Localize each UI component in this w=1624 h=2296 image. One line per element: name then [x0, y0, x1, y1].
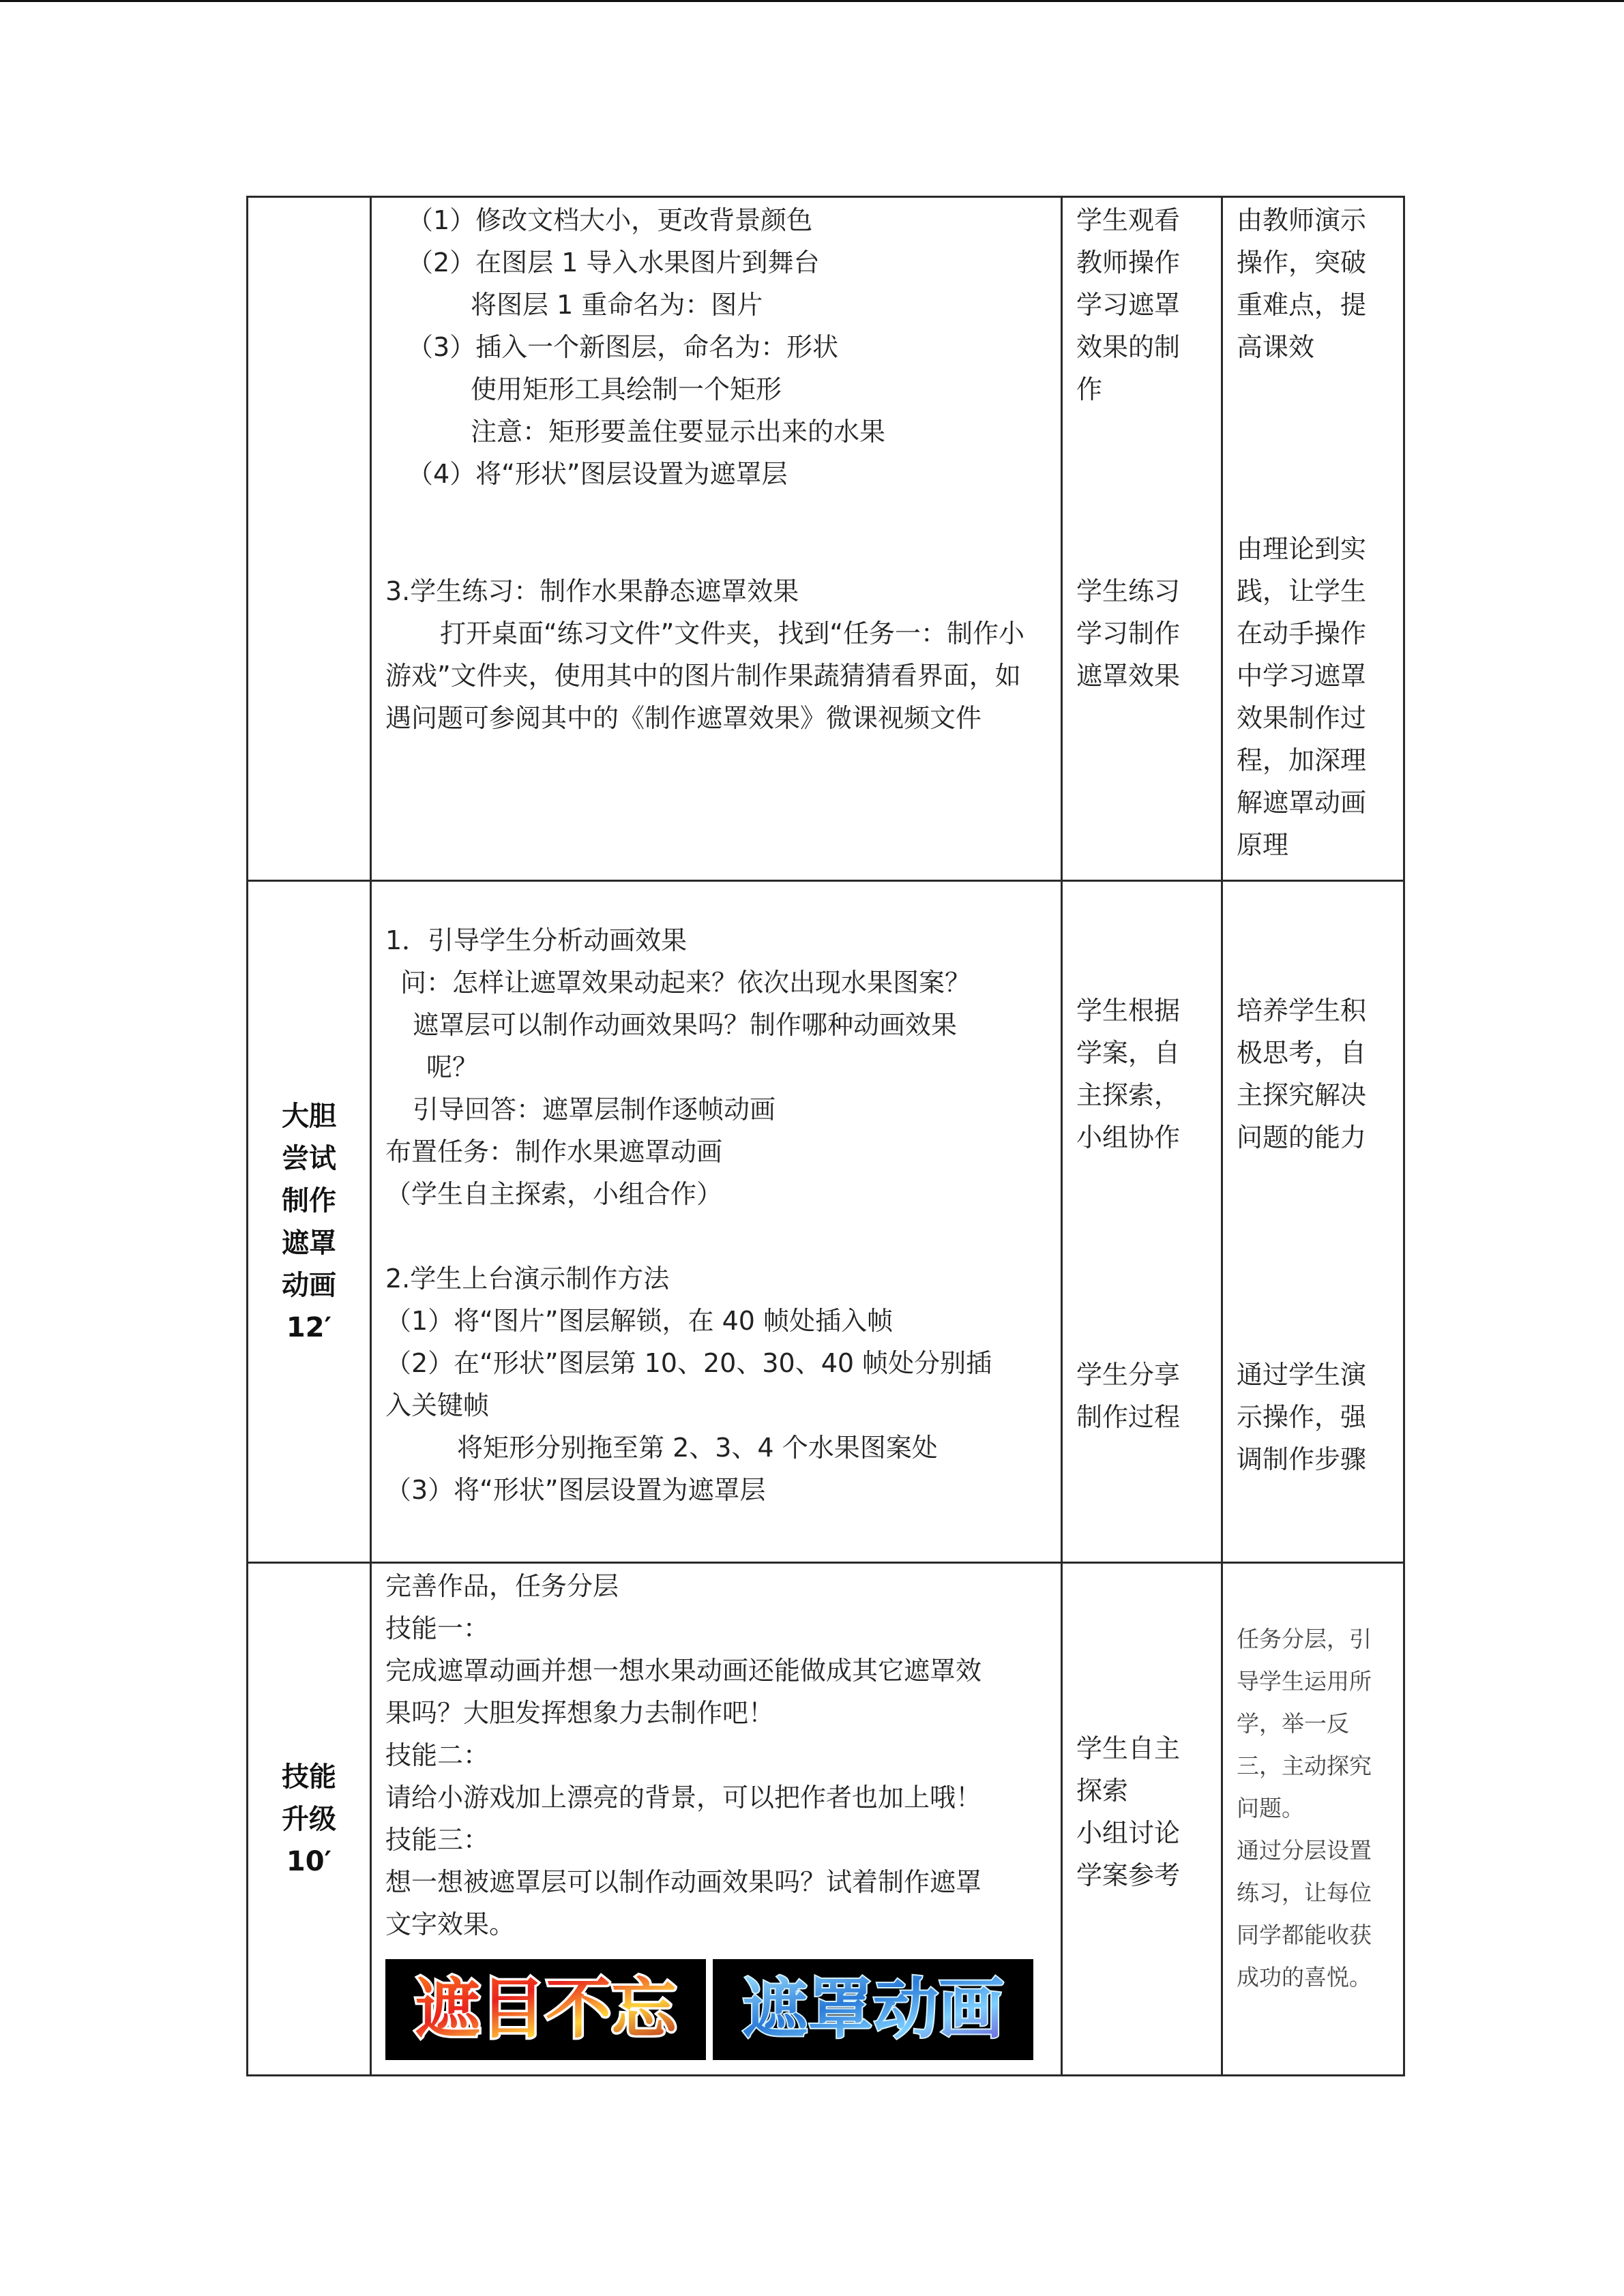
- stage-label: 遮罩: [282, 1227, 336, 1259]
- step-line: 问：怎样让遮罩效果动起来？依次出现水果图案？: [400, 968, 971, 998]
- step-line: （2）在图层 1 导入水果图片到舞台: [407, 248, 820, 278]
- intent-line: 成功的喜悦。: [1237, 1964, 1372, 1991]
- student-activity-cell: [1062, 1563, 1222, 2076]
- activity-line: 制作过程: [1076, 1402, 1181, 1432]
- process-cell: [371, 881, 1062, 1563]
- step-line: 果吗？大胆发挥想象力去制作吧！: [385, 1698, 775, 1728]
- stage-cell: [248, 881, 371, 1563]
- step-line: 引导回答：遮罩层制作逐帧动画: [413, 1094, 776, 1124]
- intent-line: 在动手操作: [1237, 618, 1367, 648]
- intent-line: 解遮罩动画: [1237, 788, 1367, 818]
- intent-line: 同学都能收获: [1237, 1922, 1372, 1948]
- step-line: （1）修改文档大小，更改背景颜色: [407, 205, 813, 235]
- intent-line: 练习，让每位: [1237, 1879, 1372, 1906]
- activity-line: 遮罩效果: [1076, 661, 1181, 691]
- page-top-border: [0, 0, 1624, 2]
- intent-line: 原理: [1237, 830, 1289, 860]
- intent-line: 践，让学生: [1237, 576, 1367, 606]
- practice-title: 3.学生练习：制作水果静态遮罩效果: [385, 576, 799, 606]
- activity-line: 主探索，: [1076, 1080, 1181, 1110]
- intent-line: 三，主动探究: [1237, 1753, 1372, 1779]
- intent-line: 由理论到实: [1237, 534, 1367, 564]
- step-line: 使用矩形工具绘制一个矩形: [471, 374, 782, 404]
- step-line: 想一想被遮罩层可以制作动画效果吗？试着制作遮罩: [385, 1867, 982, 1897]
- intent-line: 导学生运用所: [1237, 1668, 1372, 1695]
- step-line: （2）在“形状”图层第 10、20、30、40 帧处分别插: [385, 1348, 992, 1378]
- intent-line: 问题。: [1237, 1795, 1304, 1821]
- animation-text-graphic: [720, 1969, 1027, 2051]
- step-line: 呢？: [426, 1052, 479, 1082]
- step-line: 1．引导学生分析动画效果: [385, 925, 688, 955]
- step-line: （3）插入一个新图层，命名为：形状: [407, 332, 839, 362]
- step-line: 文字效果。: [385, 1909, 516, 1939]
- step-line: 布置任务：制作水果遮罩动画: [385, 1137, 723, 1167]
- stage-cell-empty: [248, 197, 371, 881]
- intent-line: 重难点，提: [1237, 290, 1367, 320]
- stage-label: 技能: [282, 1761, 336, 1793]
- intent-line: 效果制作过: [1237, 703, 1367, 733]
- intent-line: 高课效: [1237, 332, 1315, 362]
- intent-line: 问题的能力: [1237, 1122, 1367, 1152]
- intent-line: 极思考，自: [1237, 1038, 1367, 1068]
- activity-line: 学生练习: [1076, 576, 1181, 606]
- activity-line: 小组协作: [1076, 1122, 1181, 1152]
- step-line: 注意：矩形要盖住要显示出来的水果: [471, 417, 886, 447]
- step-line: 完成遮罩动画并想一想水果动画还能做成其它遮罩效: [385, 1656, 982, 1686]
- table-row: [248, 881, 1404, 1563]
- activity-line: 学案，自: [1076, 1038, 1181, 1068]
- stage-label: 升级: [282, 1803, 336, 1835]
- process-cell: [371, 197, 1062, 881]
- banner-right-text: 遮罩动画: [742, 1971, 1004, 2047]
- step-line: 技能一：: [385, 1613, 490, 1643]
- stage-duration: 12′: [286, 1311, 332, 1343]
- step-line: （4）将“形状”图层设置为遮罩层: [407, 459, 788, 489]
- step-line: 请给小游戏加上漂亮的背景，可以把作者也加上哦！: [385, 1783, 982, 1813]
- intent-line: 由教师演示: [1237, 205, 1367, 235]
- example-banners: [385, 1945, 1047, 2070]
- step-line: 将矩形分别拖至第 2、3、4 个水果图案处: [457, 1433, 938, 1463]
- intent-line: 示操作，强: [1237, 1402, 1367, 1432]
- stage-cell: [248, 1563, 371, 2076]
- stage-label: 大胆: [282, 1100, 336, 1132]
- fruit-mask-text-image: [385, 1959, 706, 2060]
- activity-line: 学案参考: [1076, 1860, 1181, 1890]
- lesson-plan-table: [246, 196, 1405, 2076]
- activity-line: 教师操作: [1076, 248, 1181, 278]
- step-line: （学生自主探索，小组合作）: [385, 1179, 723, 1209]
- mask-animation-text-image: [713, 1959, 1033, 2060]
- intent-line: 通过学生演: [1237, 1360, 1367, 1390]
- design-intent-cell: [1222, 1563, 1404, 2076]
- activity-line: 学生自主: [1076, 1733, 1181, 1763]
- intent-line: 主探究解决: [1237, 1080, 1367, 1110]
- step-line: 技能二：: [385, 1740, 490, 1770]
- activity-line: 学生分享: [1076, 1360, 1181, 1390]
- intent-line: 任务分层，引: [1237, 1626, 1372, 1652]
- intent-line: 通过分层设置: [1237, 1837, 1372, 1864]
- banner-left-text: 遮目不忘: [415, 1971, 677, 2047]
- stage-duration: 10′: [286, 1845, 332, 1877]
- step-line: 技能三：: [385, 1825, 490, 1855]
- step-line: （3）将“形状”图层设置为遮罩层: [385, 1475, 766, 1505]
- intent-line: 程，加深理: [1237, 745, 1367, 775]
- stage-label: 尝试: [282, 1142, 336, 1174]
- student-activity-cell: [1062, 881, 1222, 1563]
- table-row: [248, 197, 1404, 881]
- intent-line: 学，举一反: [1237, 1710, 1349, 1737]
- step-line: （1）将“图片”图层解锁，在 40 帧处插入帧: [385, 1306, 894, 1336]
- fruit-text-graphic: [392, 1969, 699, 2051]
- activity-line: 小组讨论: [1076, 1818, 1181, 1848]
- stage-label: 动画: [282, 1269, 336, 1301]
- activity-line: 效果的制: [1076, 332, 1181, 362]
- activity-line: 学生观看: [1076, 205, 1181, 235]
- design-intent-cell: [1222, 881, 1404, 1563]
- practice-body: 打开桌面“练习文件”文件夹，找到“任务一：制作小游戏”文件夹，使用其中的图片制作果蔬猜猜看界面，如遇问题可参阅其中的《制作遮罩效果》微课视频文件: [385, 618, 1025, 733]
- activity-line: 作: [1076, 374, 1103, 404]
- step-line: 完善作品，任务分层: [385, 1571, 619, 1601]
- intent-line: 中学习遮罩: [1237, 661, 1367, 691]
- intent-line: 培养学生积: [1237, 996, 1367, 1026]
- design-intent-cell: [1222, 197, 1404, 881]
- activity-line: 学生根据: [1076, 996, 1181, 1026]
- intent-line: 操作，突破: [1237, 248, 1367, 278]
- stage-label: 制作: [282, 1184, 336, 1217]
- activity-line: 学习遮罩: [1076, 290, 1181, 320]
- step-line: 2.学生上台演示制作方法: [385, 1264, 670, 1294]
- activity-line: 学习制作: [1076, 618, 1181, 648]
- step-line: 遮罩层可以制作动画效果吗？制作哪种动画效果: [413, 1010, 958, 1040]
- process-cell: [371, 1563, 1062, 2076]
- table-row: [248, 1563, 1404, 2076]
- step-line: 将图层 1 重命名为：图片: [471, 290, 763, 320]
- student-activity-cell: [1062, 197, 1222, 881]
- activity-line: 探索: [1076, 1776, 1129, 1806]
- intent-line: 调制作步骤: [1237, 1444, 1367, 1474]
- step-line: 入关键帧: [385, 1390, 490, 1420]
